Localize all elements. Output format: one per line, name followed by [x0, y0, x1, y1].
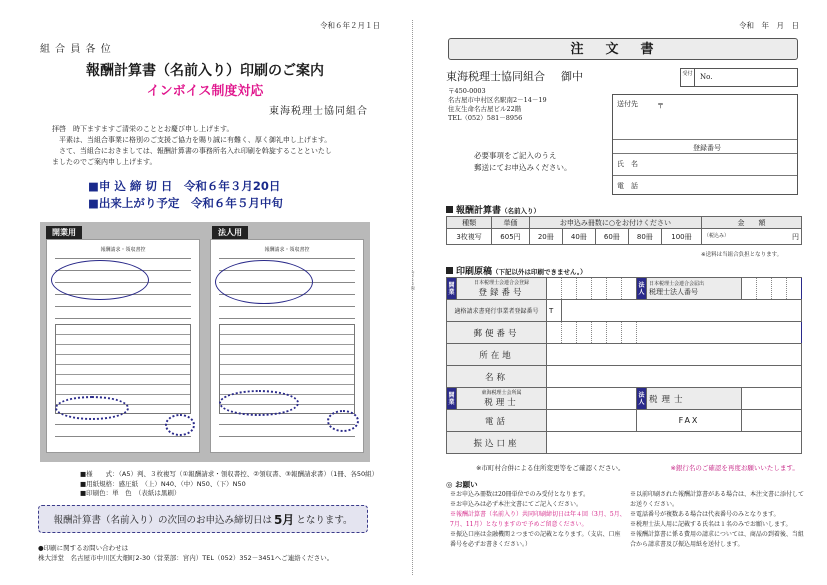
highlight-oval	[51, 260, 149, 300]
order-form-page	[416, 0, 827, 585]
sample-sheet-kaigyo	[46, 239, 200, 453]
requests-title: ◎ お願い	[446, 480, 478, 489]
reg-digit[interactable]	[622, 278, 637, 300]
body-line: さて、当組合におきましては、報酬計算書の事務所名入れ印刷を斡旋することといたし	[52, 147, 332, 155]
reg-label: 登録番号	[478, 288, 525, 298]
ship-to-box	[612, 94, 798, 195]
contact-detail: 株大洋堂 名古屋市中川区大畑町2-30（営業部：宮内）TEL（052）352－3451へご連絡ください。	[38, 554, 334, 562]
request-item: ※以前印刷された報酬計算書がある場合は、本注文書に添付してお送りください。	[630, 491, 805, 508]
body-line: ましたのでご案内申し上げます。	[52, 158, 157, 166]
address-field[interactable]	[547, 344, 802, 366]
corp-digit[interactable]	[787, 278, 802, 300]
reg-number-label-cell	[457, 278, 547, 300]
zeirishi-label-cell	[457, 388, 547, 410]
order-destination	[446, 68, 583, 84]
highlight-oval-dotted	[327, 410, 359, 432]
fax-field[interactable]	[742, 410, 802, 432]
section-original	[446, 264, 587, 277]
qty-option-100[interactable]: 100冊	[661, 229, 701, 245]
section-original-title: 印刷原稿	[456, 267, 493, 277]
order-date[interactable]: 令和 年 月 日	[739, 21, 799, 30]
phone-field[interactable]	[547, 410, 637, 432]
zip-digit[interactable]	[547, 322, 562, 344]
fee-header-price: 単価	[492, 217, 530, 229]
address-label: 所在地	[447, 344, 547, 366]
ship-tel-label: 電 話	[617, 182, 638, 190]
fee-header-qty: お申込み冊数に○をお付けください	[529, 217, 701, 229]
confirmation-notes	[476, 463, 799, 472]
corp-zeirishi-label: 税理士	[647, 388, 742, 410]
note-line: 必要事項をご記入のうえ	[474, 151, 557, 160]
announcement-page	[0, 0, 410, 585]
requests-left	[450, 490, 626, 550]
spec-line: ■用紙規格：感圧紙 （上）N40、（中）N50、（下）N50	[80, 479, 246, 488]
requests-title-text: お願い	[455, 480, 478, 489]
zip-digit[interactable]	[622, 322, 637, 344]
body-line: 平素は、当組合事業に格別のご支援ご協力を賜り誠に有難く、厚く御礼申し上げます。	[52, 136, 332, 144]
business-name-field[interactable]	[547, 366, 802, 388]
zip-digit[interactable]	[562, 322, 577, 344]
sample-forms-panel	[40, 222, 370, 462]
reception-label: 受付	[681, 69, 695, 86]
fee-tax-note: （税込み）	[704, 232, 730, 239]
zeirishi-caption: 東海税理士会所属	[481, 390, 522, 396]
corp-label: 税理士法人番号	[649, 288, 698, 296]
fee-header-kind: 種類	[447, 217, 492, 229]
next-deadline-post: となります。	[296, 515, 353, 526]
highlight-oval-dotted	[55, 396, 129, 420]
section-fee	[446, 203, 540, 216]
section-original-sub: （下記以外は印刷できません。）	[492, 268, 587, 276]
zip-label: 郵便番号	[447, 322, 547, 344]
reg-caption: 日本税理士会連合会登録	[473, 280, 529, 286]
contact-info	[38, 543, 333, 563]
reception-box	[680, 68, 798, 87]
reg-digit[interactable]	[562, 278, 577, 300]
addr-line: 〒450-0003	[448, 87, 486, 95]
recipients: 組 合 員 各 位	[40, 44, 112, 55]
zeirishi-name-field[interactable]	[547, 388, 637, 410]
fee-unit: 円	[792, 232, 799, 241]
fee-header-amount: 金 額	[702, 217, 802, 229]
corp-zeirishi-field[interactable]	[742, 388, 802, 410]
spec-line: ■印刷色：単 色 （表紙は黒刷）	[80, 489, 181, 497]
request-item: ※税理士法人用に記載する氏名は１名のみでお願いします。	[630, 521, 792, 528]
destination-name: 東海税理士協同組合	[446, 70, 545, 83]
mailing-note	[474, 150, 572, 174]
highlight-oval	[215, 260, 313, 304]
original-table	[446, 277, 802, 454]
request-item: ※お申込み冊数は20冊単位でのみ受付となります。	[450, 491, 590, 498]
fee-kind: 3枚複写	[447, 229, 492, 245]
corp-digit[interactable]	[757, 278, 772, 300]
hojin-tag: 法人	[637, 388, 647, 410]
deadline-bullet: ■申 込 締 切 日 令和６年３月20日	[88, 179, 281, 193]
addr-line: TEL（052）581－8956	[448, 114, 523, 122]
kaigyo-tag: 開業	[447, 278, 457, 300]
invoice-t-prefix: T	[547, 300, 562, 322]
fee-table	[446, 216, 802, 245]
kaigyo-tag: 開業	[447, 388, 457, 410]
invoice-number-field[interactable]	[562, 300, 802, 322]
fax-label: FAX	[637, 410, 742, 432]
next-deadline-pre: 報酬計算書（名前入り）の次回のお申込み締切日は	[53, 515, 272, 526]
addr-line: 住友生命名古屋ビル22階	[448, 105, 522, 113]
sample-sheet-hojin	[210, 239, 364, 453]
highlight-oval-dotted	[219, 390, 299, 416]
qty-option-40[interactable]: 40冊	[562, 229, 595, 245]
ship-reg-no-label: 登録番号	[693, 144, 721, 152]
zip-digit[interactable]	[607, 322, 622, 344]
corp-caption: 日本税理士会連合会届出	[649, 281, 705, 287]
sample-tag-hojin: 法人用	[212, 226, 248, 239]
delivery-bullet: ■出来上がり予定 令和６年５月中旬	[88, 196, 283, 210]
bank-account-label: 振込口座	[447, 432, 547, 454]
phone-label: 電話	[447, 410, 547, 432]
business-name-label: 名称	[447, 366, 547, 388]
sample-sheet-header: 報酬請求・領収書控	[100, 247, 146, 253]
reg-digit[interactable]	[577, 278, 592, 300]
cut-line-label: キリトリ線	[411, 270, 416, 290]
note-line: 郵送にてお申込みください。	[474, 163, 572, 172]
corp-digit[interactable]	[742, 278, 757, 300]
sample-tag-kaigyo: 開業用	[46, 226, 82, 239]
corp-number-label-cell	[647, 278, 742, 300]
fee-amount-field[interactable]	[702, 229, 802, 245]
request-item: ※電話番号が複数ある場合は代表番号のみとなります。	[630, 511, 780, 518]
address-change-note: ※市町村合併による住所変更等をご確認ください。	[476, 464, 625, 472]
announcement-date: 令和６年２月１日	[320, 21, 380, 30]
postal-mark: 〒	[657, 102, 664, 110]
fold-line	[412, 20, 413, 575]
greeting-body	[52, 124, 362, 168]
request-item-highlight: ※報酬計算書（名前入り）共同印刷締切日は年４回（3月、5月、7月、11月）となりますので予めご留意ください。	[450, 511, 626, 528]
zeirishi-label: 税理士	[484, 398, 519, 408]
ship-name-label: 氏 名	[617, 160, 638, 168]
section-fee-title: 報酬計算書	[456, 206, 502, 216]
invoice-number-label: 適格請求書発行事業者登録番号	[447, 300, 547, 322]
section-fee-sub: （名前入り）	[501, 207, 541, 215]
reg-digit[interactable]	[547, 278, 562, 300]
highlight-oval-dotted	[165, 414, 195, 436]
destination-address	[448, 87, 547, 123]
reg-digit[interactable]	[592, 278, 607, 300]
announcement-title: 報酬計算書（名前入り）印刷のご案内	[86, 63, 324, 79]
order-form-title: 注文書	[448, 38, 798, 60]
destination-suffix: 御中	[561, 70, 583, 83]
request-item: ※お申込みは必ず本注文書にてご記入ください。	[450, 501, 583, 508]
reception-number: No.	[700, 73, 713, 81]
body-line: 拝啓 時下ますますご清栄のこととお慶び申し上げます。	[52, 125, 234, 133]
qty-option-80[interactable]: 80冊	[628, 229, 661, 245]
corp-digit[interactable]	[772, 278, 787, 300]
next-deadline-box	[38, 505, 368, 533]
reg-digit[interactable]	[607, 278, 622, 300]
addr-line: 名古屋市中村区名駅南2－14－19	[448, 96, 547, 104]
zip-digit[interactable]	[592, 322, 607, 344]
qty-option-20[interactable]: 20冊	[529, 229, 562, 245]
bank-account-field[interactable]	[547, 432, 802, 454]
zip-spacer	[637, 322, 802, 344]
fee-price: 605円	[492, 229, 530, 245]
qty-option-60[interactable]: 60冊	[595, 229, 628, 245]
ship-to-label: 送付先	[617, 100, 638, 108]
sender-org: 東海税理士協同組合	[269, 106, 368, 117]
request-item: ※振込口座は金融機関２つまでの記載となります。（支店、口座番号を必ずお書きください。）	[450, 531, 621, 548]
specifications	[80, 470, 378, 499]
sample-sheet-header: 報酬請求・領収書控	[264, 247, 310, 253]
contact-heading: ●印刷に関するお問い合わせは	[38, 544, 129, 552]
announcement-subtitle: インボイス制度対応	[146, 84, 264, 99]
spec-line: ■様 式：（A5）判、３枚複写（①報酬請求・領収書控、②領収書、③報酬請求書）（1冊、各50組）	[80, 470, 379, 478]
hojin-tag: 法人	[637, 278, 647, 300]
postage-note: ※送料は当組合負担となります。	[701, 252, 783, 258]
bank-confirm-note: ※銀行名のご確認を再度お願いいたします。	[670, 464, 799, 472]
request-item: ※報酬計算書に係る費用の請求については、商品の到着後、当組合から請求書及び振込用紙を送付します。	[630, 531, 804, 548]
next-deadline-month: 5月	[273, 512, 295, 527]
zip-digit[interactable]	[577, 322, 592, 344]
requests-right	[630, 490, 806, 550]
